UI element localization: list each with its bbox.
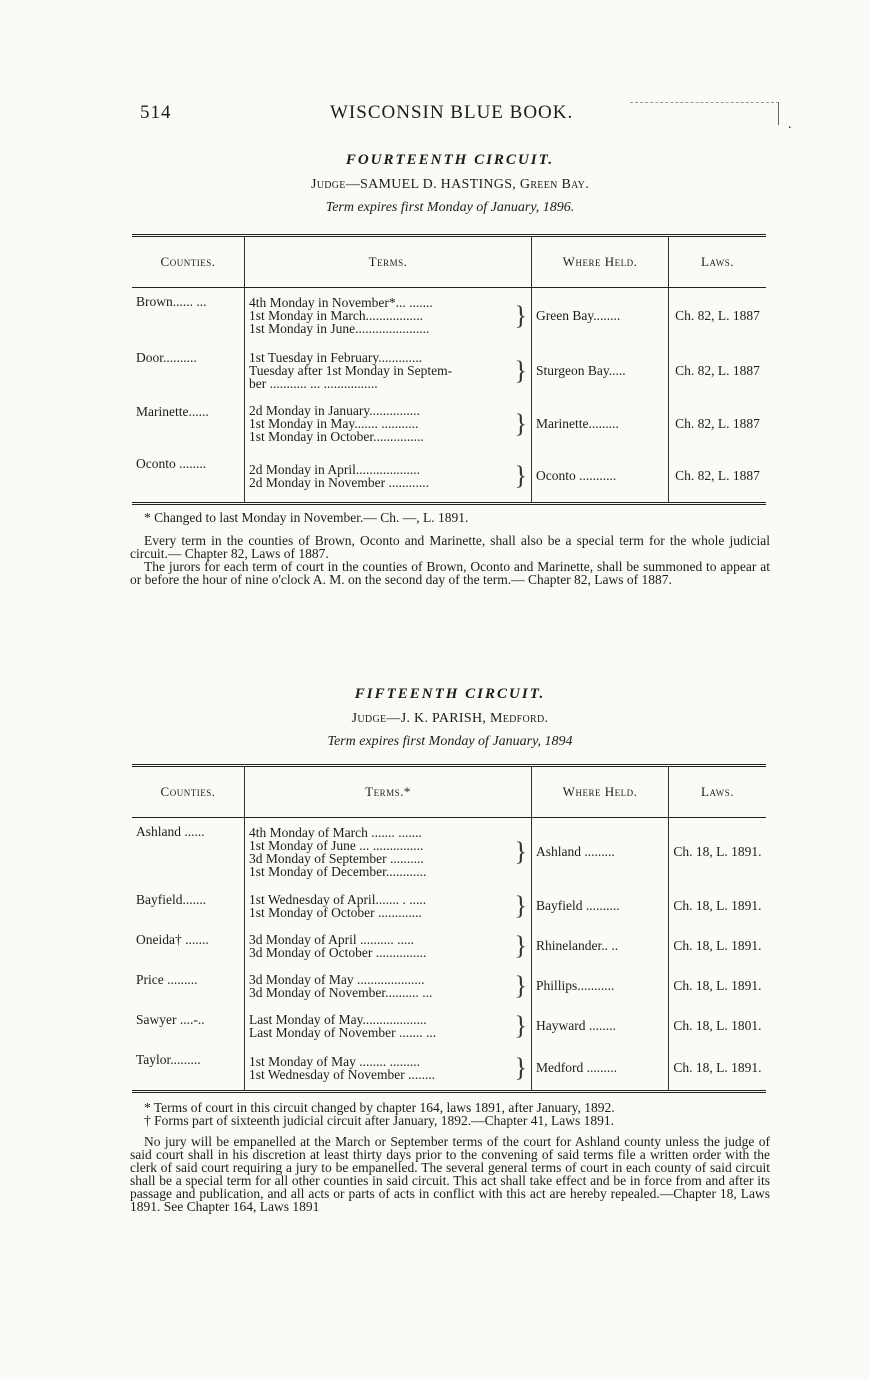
term-line: ber ........... ... ................ — [249, 376, 378, 391]
terms-cell — [245, 926, 532, 966]
notes — [130, 511, 770, 586]
fourteenth-circuit-section — [130, 152, 770, 586]
terms-cell — [245, 450, 532, 504]
brace-mark: } — [514, 355, 527, 385]
footnote: * Changed to last Monday in November.— Ch. —, L. 1891. — [144, 510, 469, 525]
term-line: Last Monday of November ....... ... — [249, 1024, 437, 1040]
laws-cell: Ch. 18, L. 1891. — [669, 1046, 767, 1092]
term-line: 4th Monday of March ....... ....... — [249, 824, 422, 840]
circuit-title: FOURTEENTH CIRCUIT. — [345, 152, 555, 168]
judge-label: Judge — [310, 177, 346, 192]
column-header-counties: Counties. — [132, 766, 245, 818]
judge-place: Green Bay. — [519, 177, 590, 192]
term-line: 1st Monday of June ... ............... — [249, 837, 424, 853]
column-header-where-held: Where Held. — [532, 766, 669, 818]
judge-place: Medford. — [489, 711, 549, 726]
laws-cell: Ch. 18, L. 1891. — [669, 926, 767, 966]
circuit-title: FIFTEENTH CIRCUIT. — [354, 686, 546, 702]
brace-mark: } — [514, 970, 527, 1000]
note-paragraph: No jury will be empanelled at the March or September terms of the court for Ashland county unless the judge of said court shall in his discretion at least thirty days prior to the convening of said terms file a written order with the clerk of said court requiring a jury to be empanelled. The several general terms of court in each county of said circuit shall be a special term for all other counties in said circuit. This act shall take effect and be in force from and after its passage and publication, and all acts or parts of acts in conflict with this act are hereby repealed.—Chapter 18, Laws 1891. See Chapter 164, Laws 1891 — [130, 1134, 770, 1214]
column-header-terms: Terms.* — [245, 766, 532, 818]
county-cell: Sawyer ....-.. — [136, 1011, 205, 1027]
table-row — [132, 966, 766, 1006]
term-line: 1st Monday of May ........ ......... — [249, 1053, 420, 1069]
where-held-cell: Hayward ........ — [532, 1006, 669, 1046]
table-row — [132, 344, 766, 398]
note-paragraph: Every term in the counties of Brown, Oconto and Marinette, shall also be a special term for the whole judicial circuit.— Chapter 82, Laws of 1887. — [130, 533, 770, 561]
brace-mark: } — [514, 930, 527, 960]
terms-cell — [245, 886, 532, 926]
table-row — [132, 1046, 766, 1092]
laws-cell: Ch. 18, L. 1891. — [669, 886, 767, 926]
footnote: * Terms of court in this circuit changed by chapter 164, laws 1891, after January, 1892. — [144, 1100, 615, 1115]
term-line: 2d Monday in January............... — [249, 403, 420, 418]
terms-cell — [245, 818, 532, 886]
term-expires: Term expires first Monday of January, 1896. — [325, 200, 575, 215]
where-held-cell: Bayfield .......... — [532, 886, 669, 926]
term-line: 1st Monday of October ............. — [249, 904, 422, 920]
where-held-cell: Marinette......... — [532, 398, 669, 450]
laws-cell: Ch. 82, L. 1887 — [669, 344, 767, 398]
terms-cell — [245, 288, 532, 344]
brace-mark: } — [514, 836, 527, 866]
column-header-where-held: Where Held. — [532, 236, 669, 288]
table-row — [132, 398, 766, 450]
terms-cell — [245, 344, 532, 398]
laws-cell: Ch. 18, L. 1801. — [669, 1006, 767, 1046]
brace-mark: } — [514, 460, 527, 490]
laws-cell: Ch. 18, L. 1891. — [669, 966, 767, 1006]
county-cell: Brown...... ... — [136, 294, 207, 309]
footnote: † Forms part of sixteenth judicial circuit after January, 1892.—Chapter 41, Laws 1891. — [144, 1113, 615, 1128]
term-line: 1st Wednesday of April....... . ..... — [249, 891, 427, 907]
county-cell: Marinette...... — [136, 403, 209, 419]
county-cell: Door.......... — [136, 349, 197, 365]
terms-cell — [245, 1046, 532, 1092]
term-line: 2d Monday in November ............ — [249, 474, 429, 490]
page-number: 514 — [140, 102, 172, 123]
where-held-cell: Phillips........... — [532, 966, 669, 1006]
where-held-cell: Sturgeon Bay..... — [532, 344, 669, 398]
county-cell: Oconto ........ — [136, 455, 207, 471]
brace-mark: } — [514, 1052, 527, 1082]
judge-name: SAMUEL D. HASTINGS, — [360, 177, 517, 192]
judge-line: Judge—SAMUEL D. HASTINGS, Green Bay. — [310, 177, 590, 192]
where-held-cell: Oconto ........... — [532, 450, 669, 504]
where-held-cell: Green Bay........ — [532, 288, 669, 344]
term-line: 4th Monday in November*... ....... — [249, 295, 433, 311]
term-line: 3d Monday of September .......... — [249, 850, 424, 866]
table-row — [132, 450, 766, 504]
note-paragraph: The jurors for each term of court in the counties of Brown, Oconto and Marinette, shall be summoned to appear at or before the hour of nine o'clock A. M. on the second day of the term.— Chapter 82, Laws of 1887. — [130, 559, 770, 587]
county-cell: Taylor......... — [136, 1051, 201, 1067]
term-line: 1st Monday in March................. — [249, 308, 423, 324]
brace-mark: } — [514, 1010, 527, 1040]
laws-cell: Ch. 18, L. 1891. — [669, 818, 767, 886]
judge-name: J. K. PARISH, — [400, 711, 487, 726]
brace-mark: } — [514, 300, 527, 330]
term-line: 1st Monday of December............ — [249, 863, 427, 879]
court-terms-table — [132, 234, 766, 505]
notes — [130, 1101, 770, 1213]
where-held-cell: Medford ......... — [532, 1046, 669, 1092]
term-expires: Term expires first Monday of January, 1894 — [327, 734, 573, 749]
term-line: 1st Monday in May....... ........... — [249, 416, 419, 431]
table-row — [132, 926, 766, 966]
page-header — [140, 102, 792, 136]
term-line: 3d Monday of November.......... ... — [249, 984, 433, 1000]
table-row — [132, 886, 766, 926]
judge-label: Judge — [351, 711, 387, 726]
laws-cell: Ch. 82, L. 1887 — [669, 398, 767, 450]
county-cell: Oneida† ....... — [136, 931, 209, 947]
library-stamp-mark: · — [630, 102, 779, 125]
term-line: 3d Monday of May .................... — [249, 971, 425, 987]
county-cell: Price ......... — [136, 971, 198, 987]
terms-cell — [245, 966, 532, 1006]
column-header-counties: Counties. — [132, 236, 245, 288]
fifteenth-circuit-section — [130, 686, 770, 1213]
column-header-laws: Laws. — [669, 766, 767, 818]
brace-mark: } — [514, 890, 527, 920]
court-terms-table — [132, 764, 766, 1093]
term-line: 1st Monday in October............... — [249, 429, 424, 444]
term-line: 2d Monday in April................... — [249, 461, 420, 477]
terms-cell — [245, 1006, 532, 1046]
term-line: 1st Wednesday of November ........ — [249, 1066, 436, 1082]
term-line: Last Monday of May................... — [249, 1011, 427, 1027]
term-line: 3d Monday of April .......... ..... — [249, 931, 414, 947]
brace-mark: } — [514, 408, 527, 438]
term-line: 3d Monday of October ............... — [249, 944, 427, 960]
column-header-laws: Laws. — [669, 236, 767, 288]
term-line: 1st Monday in June...................... — [249, 321, 430, 337]
laws-cell: Ch. 82, L. 1887 — [669, 288, 767, 344]
terms-cell — [245, 398, 532, 450]
county-cell: Ashland ...... — [136, 824, 205, 839]
county-cell: Bayfield....... — [136, 891, 207, 907]
running-head: WISCONSIN BLUE BOOK. — [330, 102, 574, 123]
column-header-terms: Terms. — [245, 236, 532, 288]
where-held-cell: Rhinelander.. .. — [532, 926, 669, 966]
where-held-cell: Ashland ......... — [532, 818, 669, 886]
term-line: Tuesday after 1st Monday in Septem- — [249, 363, 453, 378]
term-line: 1st Tuesday in February............. — [249, 350, 423, 365]
table-row — [132, 818, 766, 886]
laws-cell: Ch. 82, L. 1887 — [669, 450, 767, 504]
judge-line: Judge—J. K. PARISH, Medford. — [351, 711, 549, 726]
table-row — [132, 1006, 766, 1046]
table-row — [132, 288, 766, 344]
